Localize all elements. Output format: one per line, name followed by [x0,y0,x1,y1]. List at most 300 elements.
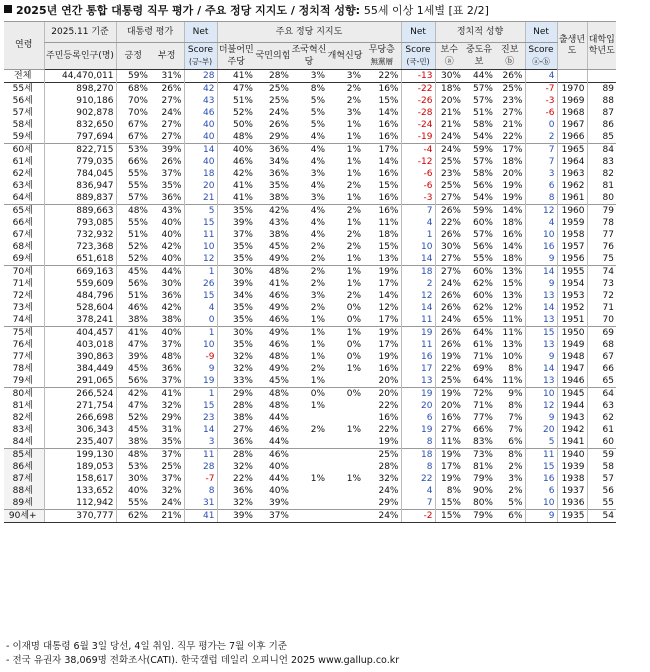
table-cell: 18 [401,266,435,279]
table-cell: 22% [502,132,523,142]
table-cell: 40% [161,218,182,228]
header-net3-top: Net [525,22,557,43]
table-cell: 39% [150,144,184,157]
table-cell: -3 [525,95,557,107]
table-cell: 18 [184,168,217,180]
table-cell: 4 [401,485,435,497]
table-cell: 81% [472,462,493,472]
table-cell: 16% [378,132,399,142]
table-cell: -9 [184,351,217,363]
table-cell: 57% [472,157,493,167]
table-cell [291,461,327,473]
table-cell: 14% [502,242,523,252]
table-cell: 51% [116,229,150,241]
table-cell: 27% [435,266,463,279]
table-cell: 1957 [557,241,587,253]
table-cell [291,510,327,523]
table-cell: 779,035 [44,156,116,168]
table-cell [327,375,363,388]
table-cell: 38% [268,230,289,240]
row-age-label: 76세 [12,340,33,350]
table-cell [327,400,363,412]
table-cell: 55% [116,497,150,510]
header-ppp: 국민의힘 [255,43,291,70]
table-cell: 3% [310,71,325,81]
table-cell: 39% [217,278,255,290]
table-cell: 32% [217,351,255,363]
table-cell: 404,457 [44,327,116,340]
table-cell: 4% [310,181,325,191]
table-cell: 41% [150,388,184,401]
table-cell: 16% [378,120,399,130]
table-cell: -28 [401,107,435,119]
table-cell: 1 [401,229,435,241]
table-cell: 55 [587,497,616,510]
table-cell: 16% [378,169,399,179]
table-cell: 1949 [557,339,587,351]
table-cell: 40% [161,230,182,240]
table-cell: 1946 [557,375,587,388]
header-cons-sub: ⓐ [444,57,454,67]
table-cell: 24% [435,131,463,144]
table-cell: 2% [327,83,363,96]
table-cell: 51% [116,290,150,302]
table-cell: 4% [291,205,327,218]
table-cell: 20% [502,169,523,179]
table-cell: 797,694 [44,131,116,144]
table-cell: 25% [435,156,463,168]
table-row [4,217,616,229]
table-cell: 22% [435,363,463,375]
table-cell: 21% [150,510,184,523]
table-cell: 59% [463,205,495,218]
table-cell: 271,754 [44,400,116,412]
table-cell: 80% [472,498,493,508]
table-row [4,131,616,144]
table-cell: 48% [255,388,291,401]
table-cell: 1% [346,193,361,203]
table-cell: 2% [346,181,361,191]
table-cell: 48% [116,449,150,462]
table-cell: 48% [255,266,291,279]
table-row [4,327,616,340]
table-cell: 4 [401,217,435,229]
table-cell: 70% [116,95,150,107]
table-row [4,241,616,253]
table-row [4,144,616,157]
table-cell: 1% [327,266,363,279]
table-cell: 4% [310,157,325,167]
table-cell: -12 [401,156,435,168]
table-cell: 38% [217,412,255,424]
table-cell: 40% [268,462,289,472]
table-cell: 48% [116,205,150,218]
table-row [4,485,616,497]
table-cell: 1% [346,218,361,228]
table-row [4,424,616,436]
table-cell: 1% [346,254,361,264]
table-cell: 18% [435,83,463,96]
table-row [4,510,616,523]
table-cell: 46% [268,315,289,325]
table-cell: 199,130 [44,449,116,462]
table-cell: 1960 [557,205,587,218]
table-cell: 48% [268,352,289,362]
row-age-label: 85세 [4,449,44,462]
table-cell: 2% [346,230,361,240]
table-cell: 76 [587,241,616,253]
footnote-1: - 이재명 대통령 6월 3일 당선, 4일 취임. 직무 평가는 7월 이후 기준 [6,641,287,652]
table-cell: 23% [502,96,523,106]
table-cell: 12% [378,303,399,313]
table-cell: 19% [502,181,523,191]
table-cell: 9 [184,363,217,375]
table-cell: 29% [217,388,255,401]
table-cell: 12 [184,253,217,266]
header-net2-formula: (국-민) [406,57,430,66]
table-cell: -6 [525,107,557,119]
table-cell: 15 [525,461,557,473]
table-cell: 8% [435,485,463,497]
table-cell: 14 [184,424,217,436]
table-row [4,192,616,205]
table-cell: 25% [435,180,463,192]
header-net3-formula: ⓐ-ⓑ [532,57,550,66]
table-cell: 898,270 [44,83,116,96]
table-row [4,375,616,388]
row-age-label: 81세 [12,401,33,411]
table-cell: 59% [463,144,495,157]
table-cell: 35% [161,181,182,191]
table-cell: 9 [525,278,557,290]
table-cell: 11 [184,449,217,462]
table-cell: 1968 [557,107,587,119]
table-cell: 27% [161,120,182,130]
table-cell: 1% [291,327,327,340]
table-cell: 40% [268,486,289,496]
table-cell: 24% [435,314,463,327]
table-cell: 15% [378,181,399,191]
table-cell: 47% [217,83,255,96]
table-cell: 12 [525,205,557,218]
table-cell: 57% [463,83,495,96]
table-cell: 12 [525,400,557,412]
table-cell: 45% [268,242,289,252]
table-cell: -19 [401,131,435,144]
table-cell: 14 [401,253,435,266]
table-cell: 1% [346,120,361,130]
table-cell: 1970 [557,83,587,96]
table-cell: 133,652 [44,485,116,497]
table-cell: 42% [116,388,150,401]
table-cell: 15% [378,242,399,252]
table-cell: 35% [217,241,255,253]
table-cell: 89 [587,83,616,96]
table-cell: 1 [184,327,217,340]
table-cell: 3% [508,474,523,484]
header-ideology-group: 정치적 성향 [435,22,525,43]
table-cell: 832,650 [44,119,116,131]
table-cell: 16 [401,351,435,363]
table-row [4,83,616,96]
header-none: 무당층 [368,45,395,55]
table-cell: 1944 [557,400,587,412]
table-cell: 0% [346,315,361,325]
row-age-label: 68세 [12,242,33,252]
table-cell: 11% [435,436,463,449]
table-cell: 7 [401,205,435,218]
table-cell: 1% [346,279,361,289]
table-cell: 37% [255,510,291,523]
table-cell: 56 [587,485,616,497]
table-cell: 11 [525,449,557,462]
table-cell: 27% [435,192,463,205]
table-cell: 4% [310,218,325,228]
table-cell: 16% [363,83,401,96]
table-cell: 14% [378,157,399,167]
table-cell: 30% [435,241,463,253]
row-age-label: 90세+ [4,510,44,523]
table-cell: 9 [525,351,557,363]
table-cell: 27% [217,424,255,436]
table-cell: 29% [268,132,289,142]
table-cell: 19% [435,473,463,485]
table-cell: 3 [184,436,217,449]
table-cell: 1% [310,376,325,386]
header-approve: 긍정 [116,43,150,70]
table-cell: 32% [378,474,399,484]
row-age-label: 67세 [12,230,33,240]
table-row [4,363,616,375]
table-row [4,302,616,314]
table-cell: 19% [435,388,463,401]
row-age-label: 75세 [4,327,44,340]
table-cell: 57 [587,473,616,485]
table-cell: 26% [435,290,463,302]
table-cell: 66% [116,156,150,168]
table-cell: 75 [587,253,616,266]
table-cell: 22% [378,401,399,411]
table-cell: 26% [435,339,463,351]
table-cell: 11 [401,339,435,351]
table-cell: 72% [463,388,495,401]
table-cell: 72 [587,290,616,302]
table-cell: 4% [291,144,327,157]
table-cell: 11 [401,314,435,327]
table-cell: 87 [587,107,616,119]
table-cell: 13 [525,375,557,388]
table-cell: 85 [587,131,616,144]
table-cell: 14 [184,144,217,157]
table-cell: 32% [217,497,255,510]
table-cell: 390,863 [44,351,116,363]
table-cell: 48% [161,352,182,362]
table-cell: 56% [116,278,150,290]
table-cell: 1964 [557,156,587,168]
table-cell: 24% [161,498,182,508]
table-cell: 6 [525,180,557,192]
table-cell: 1% [310,315,325,325]
table-cell: 2% [346,242,361,252]
table-cell: 46 [184,107,217,119]
table-cell: 44% [472,71,493,81]
table-cell [327,485,363,497]
table-cell: 14 [525,363,557,375]
table-cell: 18% [502,254,523,264]
table-cell: 0% [346,352,361,362]
table-cell: 4 [184,302,217,314]
table-row [4,473,616,485]
table-cell: 54 [587,510,616,523]
table-cell: 62% [472,303,493,313]
table-cell: -24 [401,119,435,131]
table-cell: 46% [116,302,150,314]
table-cell: 112,942 [44,497,116,510]
header-net2-top: Net [401,22,435,43]
table-cell: 2 [525,131,557,144]
table-cell: 36% [255,144,291,157]
table-cell: 22% [378,425,399,435]
table-cell: 55% [116,180,150,192]
table-cell: 17% [378,279,399,289]
table-cell: 11% [378,218,399,228]
table-row [4,339,616,351]
table-cell: 7 [401,497,435,510]
table-cell: 32% [161,401,182,411]
footnotes [6,640,399,668]
table-row [4,400,616,412]
table-cell: 43% [150,205,184,218]
table-cell: 73 [587,278,616,290]
table-cell: -4 [401,144,435,157]
table-cell: 27% [161,132,182,142]
table-cell: 64 [587,388,616,401]
table-cell: 26% [268,120,289,130]
table-cell: 37% [161,474,182,484]
table-cell: 19% [435,351,463,363]
table-cell: 26% [435,205,463,218]
table-cell: 21 [184,192,217,205]
table-cell: 5% [310,108,325,118]
table-cell: 37% [161,169,182,179]
table-cell: 25% [161,462,182,472]
table-cell: 46% [268,340,289,350]
table-cell: 1% [327,327,363,340]
row-age-label: 60세 [4,144,44,157]
table-cell: 38% [161,315,182,325]
table-cell: 822,715 [44,144,116,157]
table-cell: 1945 [557,388,587,401]
table-cell: 0% [327,388,363,401]
table-row [4,412,616,424]
table-cell: 40% [217,144,255,157]
table-cell: 28% [217,449,255,462]
table-cell: 32% [217,363,255,375]
table-cell: 2% [310,279,325,289]
table-cell: 2% [508,486,523,496]
table-cell: 55% [472,254,493,264]
table-cell: 22% [217,473,255,485]
row-age-label: 65세 [4,205,44,218]
table-cell: 35% [217,302,255,314]
table-cell: -13 [401,70,435,83]
table-cell: 61 [587,424,616,436]
table-cell: 403,018 [44,339,116,351]
table-cell: 58% [472,169,493,179]
table-cell: 40% [150,327,184,340]
table-cell: 13 [525,314,557,327]
table-cell: 40 [184,119,217,131]
row-age-label: 80세 [4,388,44,401]
table-cell: 28% [268,71,289,81]
table-cell: 26 [184,278,217,290]
table-cell: 39% [217,510,255,523]
table-cell: -2 [401,510,435,523]
table-cell: 44% [150,266,184,279]
table-cell: 25% [435,375,463,388]
row-age-label: 89세 [4,497,44,510]
header-dem: 더불어민주당 [217,43,255,70]
table-cell [327,449,363,462]
row-age-label: 69세 [12,254,33,264]
table-cell: 158,617 [44,473,116,485]
table-cell: 37% [150,449,184,462]
table-cell: 14 [401,302,435,314]
row-age-label: 77세 [12,352,33,362]
table-cell: 18% [378,230,399,240]
table-cell: 52% [116,253,150,266]
table-cell: 3% [310,193,325,203]
header-birth: 출생년도 [557,22,587,70]
table-cell: 13 [401,375,435,388]
table-cell: 16% [435,412,463,424]
table-row [4,449,616,462]
header-prog-sub: ⓑ [505,57,515,67]
table-cell: 62% [472,279,493,289]
table-cell: 11% [502,376,523,386]
table-cell: 52% [217,107,255,119]
table-cell: 5% [508,498,523,508]
table-row [4,436,616,449]
table-cell: 19% [502,193,523,203]
row-age-label: 61세 [12,157,33,167]
row-age-label: 59세 [12,132,33,142]
table-cell: 13% [502,291,523,301]
table-cell [327,461,363,473]
table-cell: 56% [472,181,493,191]
header-pop: 주민등록인구(명) [44,43,116,70]
table-cell: 10 [401,241,435,253]
table-cell: 7 [525,144,557,157]
table-cell: 3% [310,291,325,301]
table-cell: 36% [161,291,182,301]
table-cell: 20% [363,388,401,401]
table-cell: 0% [346,340,361,350]
table-cell: 24% [268,108,289,118]
table-cell: 48% [217,131,255,144]
title-main: 2025년 연간 통합 대통령 직무 평가 / 주요 정당 지지도 / 정치적 성향: [16,4,361,17]
table-cell: 45% [268,376,289,386]
table-cell: 44% [268,437,289,447]
table-cell: 53% [116,461,150,473]
table-cell: 1941 [557,436,587,449]
table-cell: 1940 [557,449,587,462]
table-cell: 1937 [557,485,587,497]
table-cell: 62% [116,510,150,523]
table-cell: 1% [346,425,361,435]
table-cell: 49% [255,327,291,340]
table-cell: 55% [116,168,150,180]
